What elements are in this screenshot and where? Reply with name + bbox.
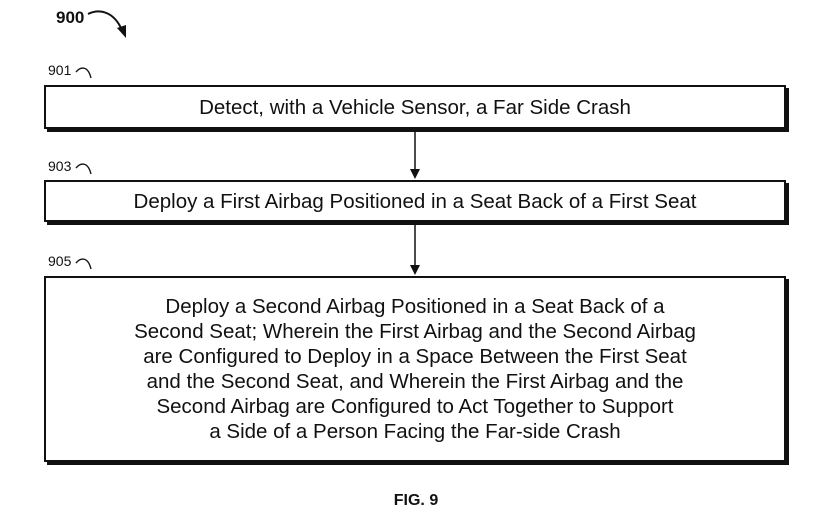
step-905-ref: 905 xyxy=(48,253,72,269)
figure-arrow-icon xyxy=(86,6,136,42)
figure-caption: FIG. 9 xyxy=(393,492,439,509)
step-905-ref-hook-icon xyxy=(75,255,101,271)
figure-number: 900 xyxy=(56,8,85,27)
connector-arrow-901-903 xyxy=(408,131,422,180)
step-901-box: Detect, with a Vehicle Sensor, a Far Side Crash xyxy=(44,85,786,129)
step-901-ref: 901 xyxy=(48,62,72,78)
step-903-box: Deploy a First Airbag Positioned in a Seat Back of a First Seat xyxy=(44,180,786,222)
connector-arrow-903-905 xyxy=(408,224,422,276)
step-903-ref: 903 xyxy=(48,158,72,174)
step-905-box: Deploy a Second Airbag Positioned in a Seat Back of a Second Seat; Wherein the First Airbag and the Second Airbag are Configured to Deploy in a Space Between the First Seat and the Second Seat, and Wherein the First Airbag and the Second Airbag are Configured to Act Together to Support a Side of a Person Facing the Far-side Crash xyxy=(44,276,786,462)
step-901-ref-hook-icon xyxy=(75,64,101,80)
step-903-ref-hook-icon xyxy=(75,160,101,176)
